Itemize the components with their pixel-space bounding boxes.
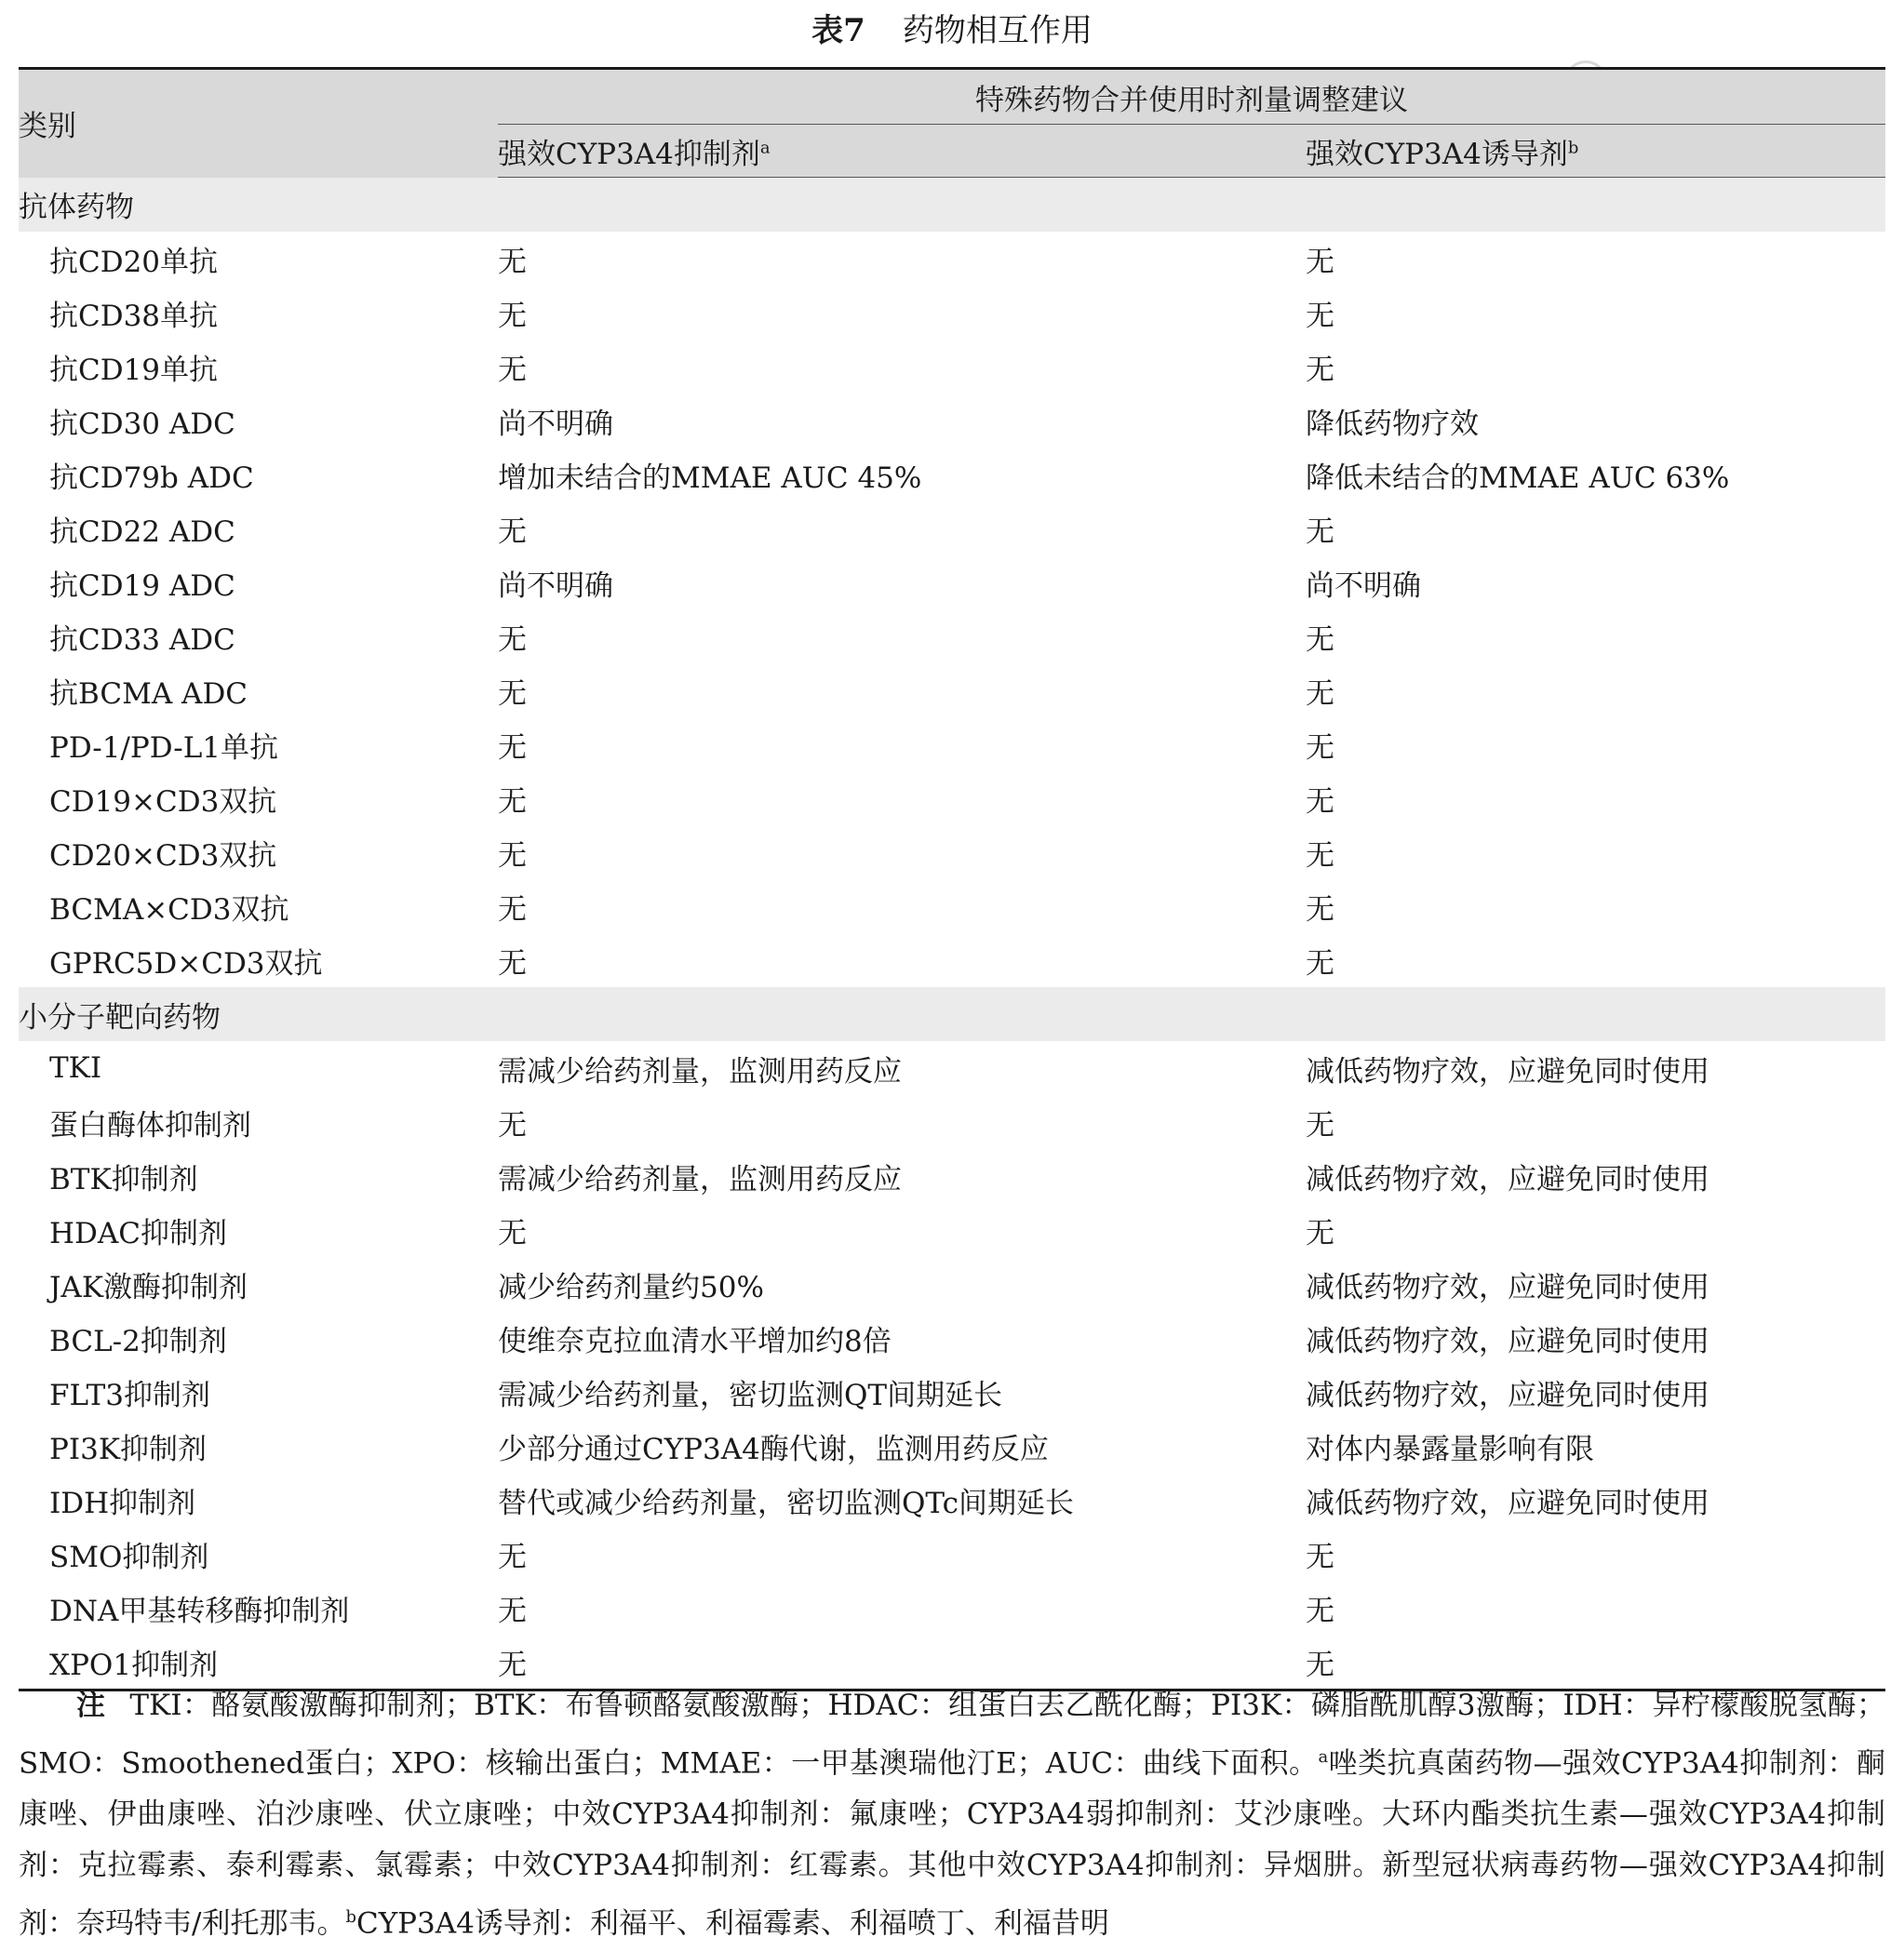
drug-class-cell: 抗CD19单抗 bbox=[49, 353, 219, 387]
drug-class-cell: BTK抑制剂 bbox=[49, 1162, 198, 1196]
group-empty-cell bbox=[498, 178, 1306, 233]
table-title bbox=[19, 7, 1885, 54]
drug-class-cell: 抗CD33 ADC bbox=[49, 622, 235, 657]
inducer-cell: 无 bbox=[1306, 1594, 1334, 1628]
table-row bbox=[19, 771, 1885, 825]
table-row bbox=[19, 1527, 1885, 1581]
table-row bbox=[19, 1149, 1885, 1203]
table-row bbox=[19, 879, 1885, 933]
inducer-cell: 无 bbox=[1306, 353, 1334, 387]
inducer-cell: 无 bbox=[1306, 676, 1334, 711]
inducer-cell: 无 bbox=[1306, 622, 1334, 657]
table-row bbox=[19, 1203, 1885, 1257]
inducer-cell: 无 bbox=[1306, 838, 1334, 873]
inducer-cell: 无 bbox=[1306, 892, 1334, 927]
inhibitor-cell: 无 bbox=[498, 1594, 527, 1628]
notes-abbreviations: TKI：酪氨酸激酶抑制剂；BTK：布鲁顿酪氨酸激酶；HDAC：组蛋白去乙酰化酶；PI3K：磷脂酰肌醇3激酶；IDH：异柠檬酸脱氢酶；SMO：Smoothened蛋白；XPO：核输出蛋白；MMAE：一甲基澳瑞他汀E；AUC：曲线下面积。 bbox=[19, 1689, 1885, 1781]
table-row bbox=[19, 663, 1885, 717]
drug-class-cell: 抗CD22 ADC bbox=[49, 514, 235, 549]
drug-class-cell: PI3K抑制剂 bbox=[49, 1432, 207, 1466]
inducer-cell: 无 bbox=[1306, 1540, 1334, 1574]
inhibitor-cell: 无 bbox=[498, 946, 527, 981]
drug-class-cell: DNA甲基转移酶抑制剂 bbox=[49, 1594, 350, 1628]
inducer-cell: 减低药物疗效，应避免同时使用 bbox=[1306, 1162, 1710, 1196]
drug-class-cell: 蛋白酶体抑制剂 bbox=[49, 1108, 251, 1143]
inhibitor-cell: 尚不明确 bbox=[498, 407, 613, 441]
inducer-cell: 无 bbox=[1306, 299, 1334, 333]
inducer-cell: 无 bbox=[1306, 245, 1334, 279]
inhibitor-cell: 替代或减少给药剂量，密切监测QTc间期延长 bbox=[498, 1486, 1075, 1520]
drug-class-cell: BCL-2抑制剂 bbox=[49, 1324, 227, 1358]
table-row bbox=[19, 448, 1885, 501]
table-row bbox=[19, 394, 1885, 448]
inhibitor-cell: 无 bbox=[498, 622, 527, 657]
table-row bbox=[19, 1581, 1885, 1635]
group-empty-cell bbox=[498, 987, 1306, 1041]
header-span: 特殊药物合并使用时剂量调整建议 bbox=[498, 69, 1885, 125]
drug-class-cell: IDH抑制剂 bbox=[49, 1486, 196, 1520]
inhibitor-cell: 无 bbox=[498, 784, 527, 819]
header-col-inhibitor: 强效CYP3A4抑制剂$^a$ bbox=[498, 125, 1306, 178]
group-row bbox=[19, 178, 1885, 233]
drug-class-cell: BCMA×CD3双抗 bbox=[49, 892, 289, 927]
inhibitor-cell: 需减少给药剂量，监测用药反应 bbox=[498, 1162, 902, 1196]
inhibitor-cell: 需减少给药剂量，监测用药反应 bbox=[498, 1054, 902, 1089]
notes-inducers: CYP3A4诱导剂：利福平、利福霉素、利福喷丁、利福昔明 bbox=[355, 1906, 1109, 1941]
group-empty-cell bbox=[1306, 987, 1885, 1041]
inhibitor-cell: 无 bbox=[498, 1108, 527, 1143]
inducer-cell: 无 bbox=[1306, 1648, 1334, 1682]
inducer-cell: 无 bbox=[1306, 784, 1334, 819]
drug-class-cell: GPRC5D×CD3双抗 bbox=[49, 946, 323, 981]
inducer-cell: 无 bbox=[1306, 1108, 1334, 1143]
group-label: 抗体药物 bbox=[19, 178, 498, 233]
inhibitor-cell: 无 bbox=[498, 514, 527, 549]
drug-class-cell: 抗CD79b ADC bbox=[49, 461, 254, 495]
table-notes bbox=[19, 1680, 1885, 1950]
inhibitor-cell: 无 bbox=[498, 1648, 527, 1682]
drug-class-cell: 抗CD19 ADC bbox=[49, 568, 235, 603]
inhibitor-cell: 无 bbox=[498, 299, 527, 333]
group-label: 小分子靶向药物 bbox=[19, 987, 498, 1041]
inhibitor-cell: 无 bbox=[498, 730, 527, 765]
table-row bbox=[19, 340, 1885, 394]
inducer-cell: 对体内暴露量影响有限 bbox=[1306, 1432, 1594, 1466]
inhibitor-cell: 增加未结合的MMAE AUC 45% bbox=[498, 461, 922, 495]
table-number: 表7 bbox=[811, 12, 865, 49]
table-row bbox=[19, 286, 1885, 340]
inhibitor-cell: 无 bbox=[498, 676, 527, 711]
notes-sup-a: a bbox=[1318, 1747, 1329, 1767]
inhibitor-cell: 尚不明确 bbox=[498, 568, 613, 603]
notes-lead: 注 bbox=[76, 1689, 106, 1722]
inducer-cell: 减低药物疗效，应避免同时使用 bbox=[1306, 1378, 1710, 1412]
table-row bbox=[19, 1095, 1885, 1149]
inhibitor-cell: 无 bbox=[498, 838, 527, 873]
table-row bbox=[19, 825, 1885, 879]
drug-class-cell: FLT3抑制剂 bbox=[49, 1378, 210, 1412]
inhibitor-cell: 无 bbox=[498, 1540, 527, 1574]
inducer-cell: 降低未结合的MMAE AUC 63% bbox=[1306, 461, 1730, 495]
drug-class-cell: 抗CD38单抗 bbox=[49, 299, 219, 333]
inhibitor-cell: 需减少给药剂量，密切监测QT间期延长 bbox=[498, 1378, 1003, 1412]
table-row bbox=[19, 1257, 1885, 1311]
table-title-text: 药物相互作用 bbox=[902, 12, 1093, 49]
inducer-cell: 无 bbox=[1306, 946, 1334, 981]
table-body bbox=[19, 178, 1885, 1690]
drug-interaction-table bbox=[19, 67, 1885, 1691]
inducer-cell: 减低药物疗效，应避免同时使用 bbox=[1306, 1270, 1710, 1304]
table-row bbox=[19, 933, 1885, 987]
inducer-cell: 降低药物疗效 bbox=[1306, 407, 1479, 441]
drug-class-cell: PD-1/PD-L1单抗 bbox=[49, 730, 279, 765]
inhibitor-cell: 减少给药剂量约50% bbox=[498, 1270, 764, 1304]
table-row bbox=[19, 232, 1885, 286]
table-row bbox=[19, 555, 1885, 609]
inhibitor-cell: 使维奈克拉血清水平增加约8倍 bbox=[498, 1324, 892, 1358]
inducer-cell: 尚不明确 bbox=[1306, 568, 1421, 603]
table-row bbox=[19, 1041, 1885, 1095]
drug-class-cell: SMO抑制剂 bbox=[49, 1540, 209, 1574]
drug-class-cell: 抗CD20单抗 bbox=[49, 245, 219, 279]
header-col-inducer: 强效CYP3A4诱导剂$^b$ bbox=[1306, 125, 1885, 178]
inducer-cell: 减低药物疗效，应避免同时使用 bbox=[1306, 1486, 1710, 1520]
notes-sup-b: b bbox=[345, 1907, 356, 1928]
table-row bbox=[19, 609, 1885, 663]
table-row bbox=[19, 1473, 1885, 1527]
inducer-cell: 无 bbox=[1306, 514, 1334, 549]
inducer-cell: 无 bbox=[1306, 1216, 1334, 1250]
table-row bbox=[19, 1311, 1885, 1365]
table-row bbox=[19, 1365, 1885, 1419]
drug-class-cell: CD19×CD3双抗 bbox=[49, 784, 277, 819]
inhibitor-cell: 少部分通过CYP3A4酶代谢，监测用药反应 bbox=[498, 1432, 1049, 1466]
table-row bbox=[19, 1419, 1885, 1473]
inhibitor-cell: 无 bbox=[498, 892, 527, 927]
inducer-cell: 无 bbox=[1306, 730, 1334, 765]
inducer-cell: 减低药物疗效，应避免同时使用 bbox=[1306, 1324, 1710, 1358]
inhibitor-cell: 无 bbox=[498, 1216, 527, 1250]
drug-class-cell: 抗BCMA ADC bbox=[49, 676, 248, 711]
table-row bbox=[19, 501, 1885, 555]
group-row bbox=[19, 987, 1885, 1041]
drug-class-cell: XPO1抑制剂 bbox=[49, 1648, 219, 1682]
drug-class-cell: JAK激酶抑制剂 bbox=[49, 1270, 248, 1304]
drug-class-cell: HDAC抑制剂 bbox=[49, 1216, 227, 1250]
drug-class-cell: TKI bbox=[49, 1051, 102, 1085]
group-empty-cell bbox=[1306, 178, 1885, 233]
header-category: 类别 bbox=[19, 69, 498, 178]
drug-class-cell: CD20×CD3双抗 bbox=[49, 838, 277, 873]
inducer-cell: 减低药物疗效，应避免同时使用 bbox=[1306, 1054, 1710, 1089]
notes-inhibitors: 唑类抗真菌药物—强效CYP3A4抑制剂：酮康唑、伊曲康唑、泊沙康唑、伏立康唑；中效CYP3A4抑制剂：氟康唑；CYP3A4弱抑制剂：艾沙康唑。大环内酯类抗生素—强效CYP3A4抑制剂：克拉霉素、泰利霉素、氯霉素；中效CYP3A4抑制剂：红霉素。其他中效CYP3A4抑制剂：异烟肼。新型冠状病毒药物—强效CYP3A4抑制剂：奈玛特韦/利托那韦。 bbox=[19, 1746, 1885, 1941]
inhibitor-cell: 无 bbox=[498, 245, 527, 279]
drug-class-cell: 抗CD30 ADC bbox=[49, 407, 235, 441]
table-row bbox=[19, 717, 1885, 771]
inhibitor-cell: 无 bbox=[498, 353, 527, 387]
